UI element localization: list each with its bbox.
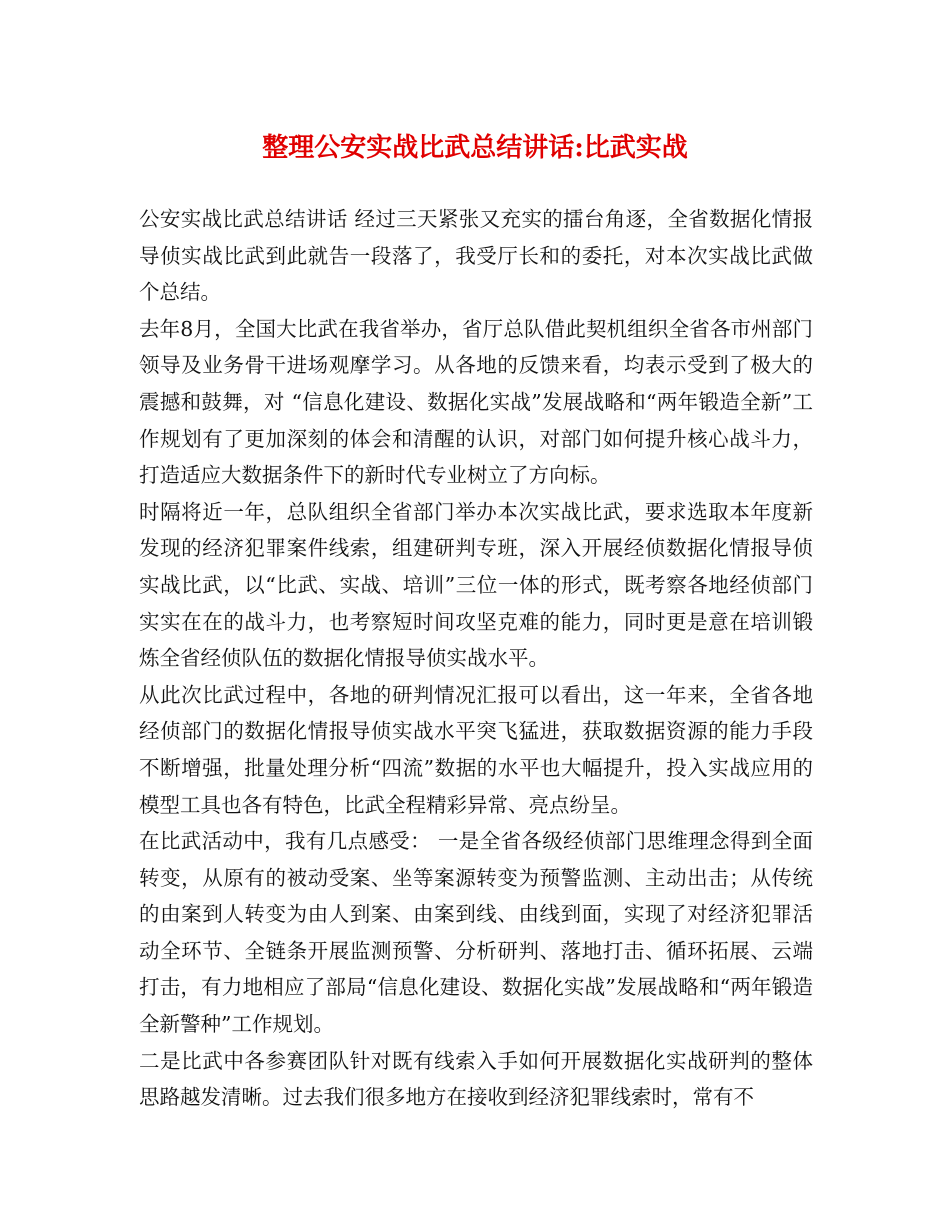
paragraph: 从此次比武过程中，各地的研判情况汇报可以看出，这一年来，全省各地经侦部门的数据化情报导侦实战水平突飞猛进，获取数据资源的能力手段不断增强，批量处理分析“四流”数据的水平也大幅提升，投入实战应用的模型工具也各有特色，比武全程精彩异常、亮点纷呈。: [139, 682, 813, 817]
paragraph: 去年8月，全国大比武在我省举办，省厅总队借此契机组织全省各市州部门领导及业务骨干进场观摩学习。从各地的反馈来看，均表示受到了极大的震撼和鼓舞，对 “信息化建设、数据化实战”发展战略和“两年锻造全新”工作规划有了更加深刻的体会和清醒的认识，对部门如何提升核心战斗力，打造适应大数据条件下的新时代专业树立了方向标。: [139, 316, 813, 488]
paragraph: 公安实战比武总结讲话 经过三天紧张又充实的擂台角逐，全省数据化情报导侦实战比武到此就告一段落了，我受厅长和的委托，对本次实战比武做个总结。: [139, 207, 813, 305]
paragraph: 二是比武中各参赛团队针对既有线索入手如何开展数据化实战研判的整体思路越发清晰。过去我们很多地方在接收到经济犯罪线索时，常有不: [139, 1048, 813, 1110]
paragraph: 时隔将近一年，总队组织全省部门举办本次实战比武，要求选取本年度新发现的经济犯罪案件线索，组建研判专班，深入开展经侦数据化情报导侦实战比武，以“比武、实战、培训”三位一体的形式，既考察各地经侦部门实实在在的战斗力，也考察短时间攻坚克难的能力，同时更是意在培训锻炼全省经侦队伍的数据化情报导侦实战水平。: [139, 499, 813, 671]
document-title: 整理公安实战比武总结讲话:比武实战: [262, 133, 688, 163]
document-body: [139, 201, 813, 1116]
paragraph: 在比武活动中，我有几点感受： 一是全省各级经侦部门思维理念得到全面转变，从原有的被动受案、坐等案源转变为预警监测、主动出击；从传统的由案到人转变为由人到案、由案到线、由线到面，实现了对经济犯罪活动全环节、全链条开展监测预警、分析研判、落地打击、循环拓展、云端打击，有力地相应了部局“信息化建设、数据化实战”发展战略和“两年锻造全新警种”工作规划。: [139, 829, 813, 1037]
